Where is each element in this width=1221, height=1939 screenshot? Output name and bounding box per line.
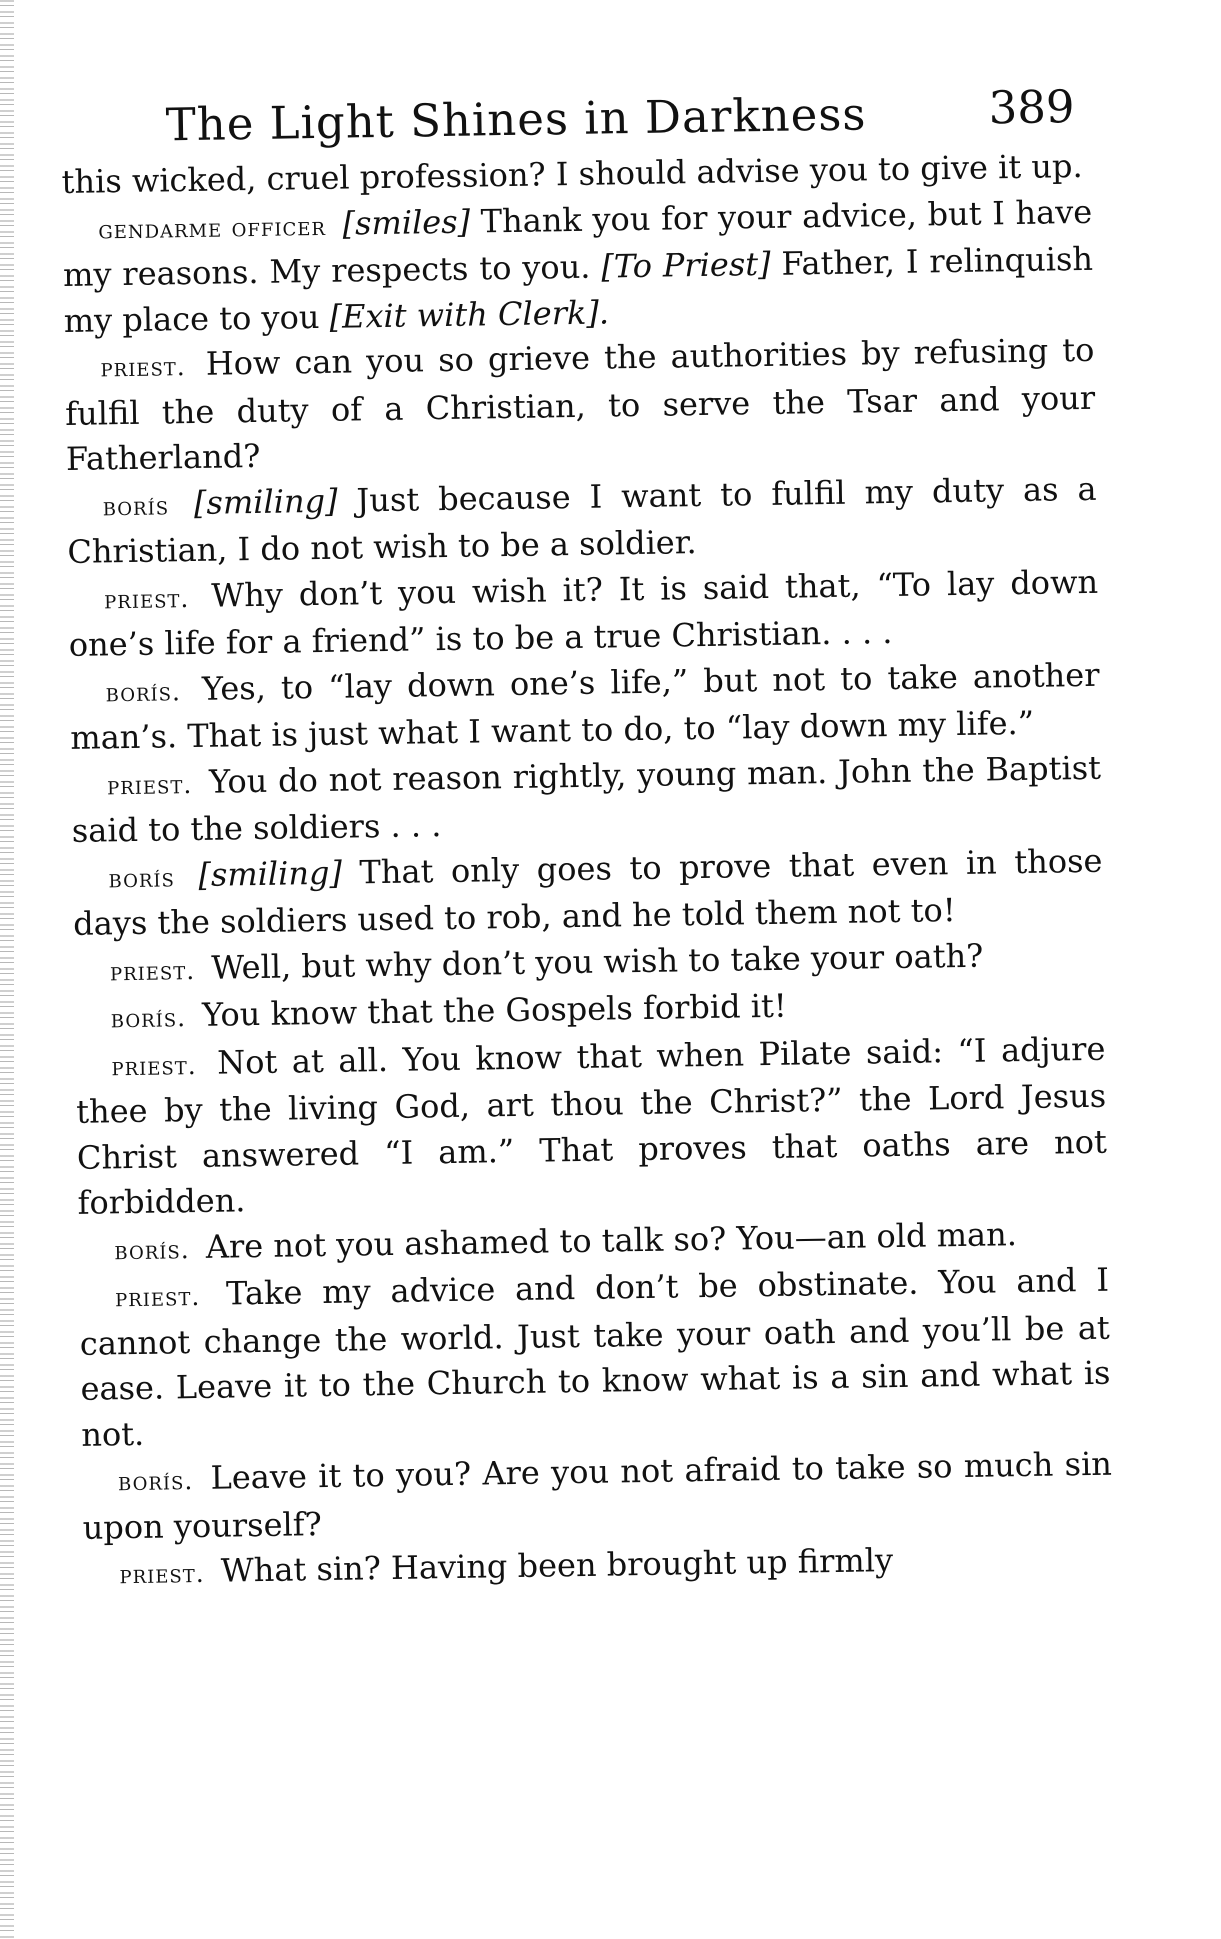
- stage-direction: [smiling]: [193, 481, 338, 522]
- page-header: [60, 64, 1091, 150]
- speaker-name: gendarme officer: [98, 211, 327, 244]
- running-title: The Light Shines in Darkness: [165, 87, 867, 152]
- speaker-name: priest.: [103, 583, 190, 614]
- book-page: [60, 64, 1114, 1598]
- speech-priest: [79, 1258, 1112, 1458]
- speaker-name: priest.: [100, 352, 186, 383]
- speech-priest: [64, 328, 1096, 483]
- speech-text: What sin? Having been brought up firmly: [220, 1541, 894, 1590]
- speech-text: Take my advice and don’t be obstinate. You and I cannot change the world. Just take your oath and you’ll be at ease. Leave it to the Church to know what is a sin and what is not.: [79, 1260, 1111, 1454]
- speech-text: Thank you for your advice, but I have my reasons. My respects to you.: [62, 192, 1093, 294]
- speech-boris: [69, 652, 1100, 761]
- speech-priest: [75, 1026, 1108, 1226]
- speech-boris: [72, 838, 1103, 947]
- speaker-name: priest.: [119, 1558, 205, 1590]
- speech-officer: [62, 189, 1094, 344]
- speech-text: You do not reason rightly, young man. John the Baptist said to the soldiers . . .: [71, 748, 1102, 850]
- speech-text: Why don’t you wish it? It is said that, “To lay down one’s life for a friend” is to be a true Christian. . . .: [68, 562, 1099, 664]
- speaker-name: borís.: [105, 676, 182, 707]
- speech-text: Are not you ashamed to talk so? You—an old man.: [205, 1214, 1018, 1266]
- stage-direction: [smiles]: [342, 202, 471, 243]
- stage-direction: [To Priest]: [601, 244, 771, 286]
- speaker-name: priest.: [109, 955, 196, 986]
- paragraph-continuation: this wicked, cruel profession? I should advise you to give it up.: [61, 146, 1083, 201]
- speaker-name: priest.: [111, 1050, 197, 1081]
- speech-text: You know that the Gospels forbid it!: [201, 986, 787, 1034]
- speech-text: Father, I relinquish my place to you: [63, 239, 1094, 340]
- speech-boris: [66, 466, 1097, 575]
- speech-text: Just because I want to fulfil my duty as a Christian, I do not wish to be a soldier.: [67, 469, 1097, 571]
- page-number: 389: [988, 80, 1075, 135]
- speech-text: Not at all. You know that when Pilate said: “I adjure thee by the living God, art thou the Christ?” the Lord Jesus Christ answered “I am.” That proves that oaths are not forbidden.: [75, 1029, 1108, 1222]
- speaker-name: borís.: [110, 1003, 187, 1034]
- speaker-name: priest.: [106, 769, 193, 800]
- speech-text: Well, but why don’t you wish to take your oath?: [211, 936, 984, 987]
- speaker-name: borís.: [114, 1234, 190, 1265]
- speech-priest: [68, 559, 1099, 668]
- speech-text: That only goes to prove that even in those days the soldiers used to rob, and he told them not to!: [72, 841, 1103, 943]
- speech-text: Leave it to you? Are you not afraid to take so much sin upon yourself?: [82, 1444, 1113, 1547]
- speech-text: How can you so grieve the authorities by refusing to fulfil the duty of a Christian, to serve the Tsar and your Fatherland?: [64, 330, 1096, 478]
- speaker-name: borís: [102, 490, 170, 521]
- speaker-name: priest.: [114, 1281, 201, 1313]
- speech-priest: [71, 745, 1102, 854]
- stage-direction: [Exit with Clerk].: [329, 292, 610, 336]
- stage-direction: [smiling]: [198, 853, 343, 894]
- page-body: [61, 144, 1113, 1599]
- speech-boris: [82, 1442, 1113, 1551]
- speaker-name: borís.: [117, 1466, 194, 1497]
- binding-edge-artifact: [0, 0, 14, 1939]
- speaker-name: borís: [108, 862, 176, 893]
- speech-text: Yes, to “lay down one’s life,” but not to take another man’s. That is just what I want to do, to “lay down my life.”: [70, 655, 1100, 757]
